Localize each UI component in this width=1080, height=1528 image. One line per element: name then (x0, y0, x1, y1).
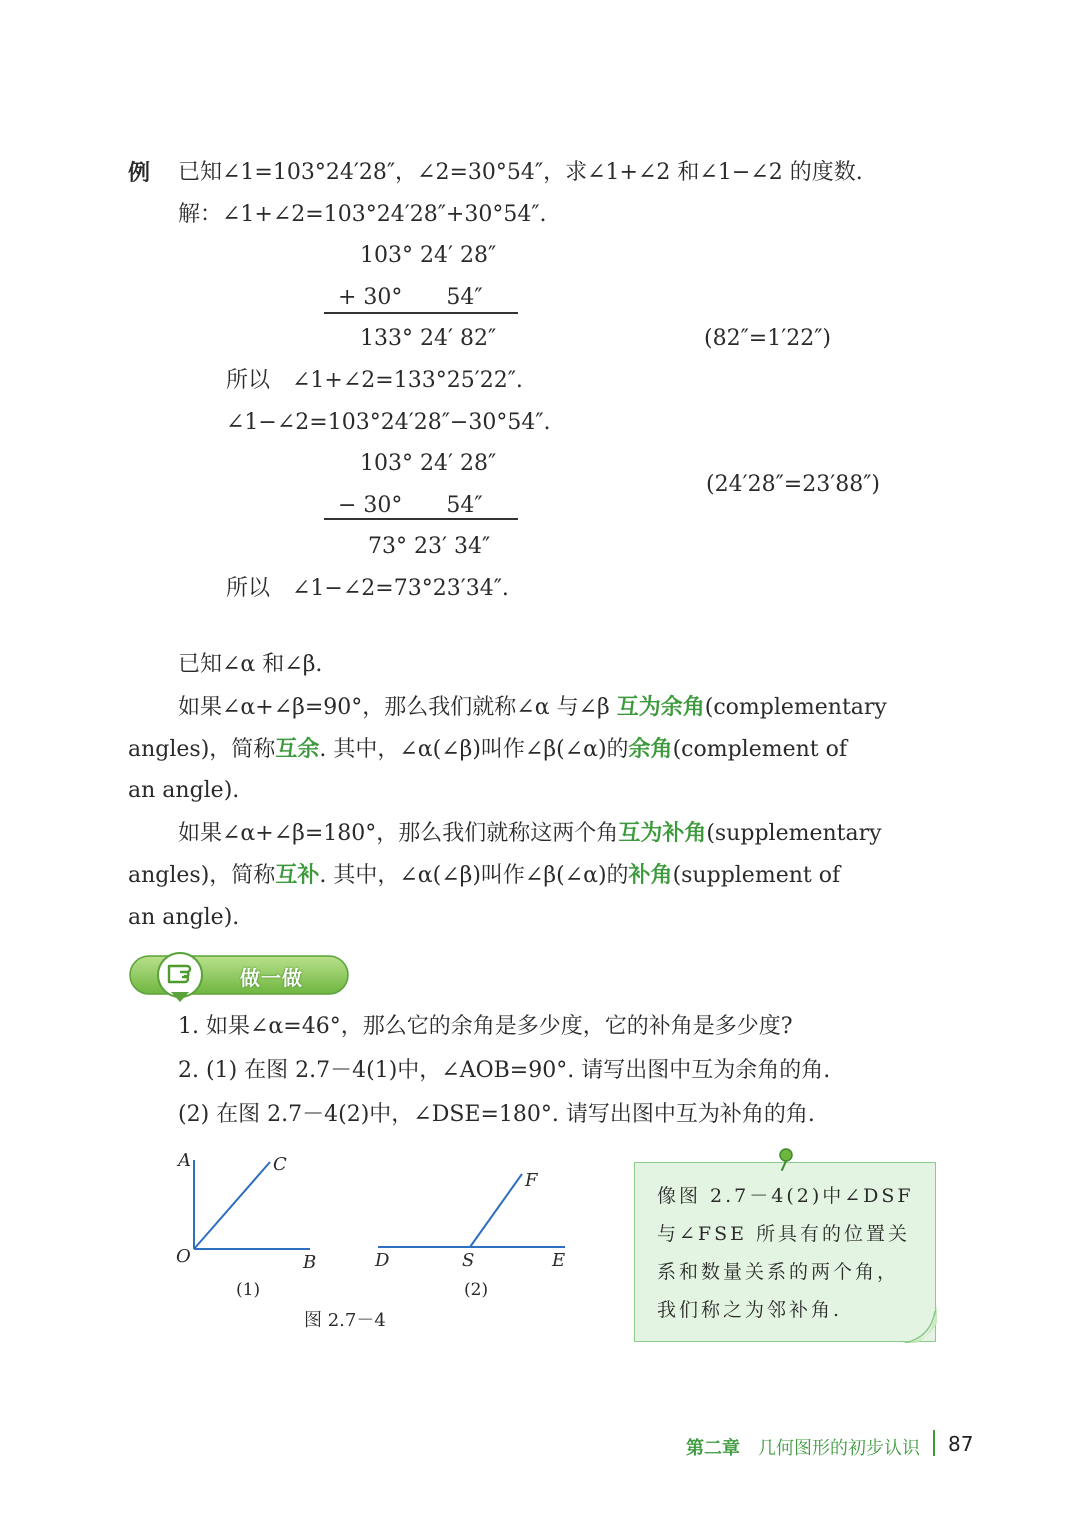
sub-figure-1-label: (1) (236, 1280, 261, 1300)
point-S: S (462, 1250, 475, 1271)
footer-title: 几何图形的初步认识 (758, 1438, 920, 1459)
sub-note: (24′28″=23′88″) (706, 472, 881, 497)
ray-OC (194, 1162, 270, 1249)
term-hu-bu: 互补 (275, 862, 320, 888)
sub-rule (324, 518, 518, 520)
activity-badge-shape (128, 952, 350, 1004)
supplement-line3: an angle). (128, 905, 240, 930)
page-number: 87 (948, 1432, 974, 1456)
complement-line3: an angle). (128, 778, 240, 803)
sub-row1: 103° 24′ 28″ (360, 451, 497, 476)
add-note: (82″=1′22″) (704, 326, 832, 351)
add-row2: + 30° 54″ (338, 285, 483, 310)
figure-caption: 图 2.7－4 (304, 1310, 386, 1330)
add-rule (324, 312, 518, 314)
page-curl-icon (897, 1303, 937, 1343)
example-label: 例 (128, 160, 151, 186)
activity-badge (128, 952, 350, 1000)
add-conclusion: 所以 ∠1+∠2=133°25′22″. (226, 368, 523, 393)
hand-icon (166, 960, 196, 988)
supplement-line1: 如果∠α+∠β=180°，那么我们就称这两个角互为补角(supplementary (178, 820, 882, 846)
point-D: D (375, 1250, 390, 1271)
point-E: E (552, 1250, 566, 1271)
sub-heading: ∠1−∠2=103°24′28″−30°54″. (226, 410, 551, 435)
add-row1: 103° 24′ 28″ (360, 243, 497, 268)
sub-row3: 73° 23′ 34″ (368, 534, 491, 559)
activity-badge-label: 做一做 (240, 966, 303, 990)
ray-SF (470, 1174, 522, 1247)
point-F: F (525, 1170, 538, 1191)
point-O: O (176, 1246, 191, 1267)
point-C: C (273, 1154, 287, 1175)
side-note (634, 1162, 936, 1342)
question-2-part1: 2. (1) 在图 2.7－4(1)中，∠AOB=90°. 请写出图中互为余角的角. (178, 1058, 831, 1083)
question-2-part2: (2) 在图 2.7－4(2)中，∠DSE=180°. 请写出图中互为补角的角. (178, 1102, 815, 1127)
add-row3: 133° 24′ 82″ (360, 326, 497, 351)
term-yu-jiao: 余角 (628, 736, 673, 762)
figure-2-7-4 (160, 1140, 600, 1330)
point-A: A (178, 1150, 191, 1171)
complement-line2: angles)，简称互余. 其中，∠α(∠β)叫作∠β(∠α)的余角(complement of (128, 736, 847, 762)
term-supplementary: 互为补角 (618, 820, 707, 846)
footer-chapter: 第二章 (686, 1438, 740, 1459)
question-1: 1. 如果∠α=46°，那么它的余角是多少度，它的补角是多少度? (178, 1014, 793, 1039)
supplement-line2: angles)，简称互补. 其中，∠α(∠β)叫作∠β(∠α)的补角(supplement of (128, 862, 841, 888)
footer-divider (933, 1430, 935, 1456)
example-problem: 已知∠1=103°24′28″，∠2=30°54″，求∠1+∠2 和∠1−∠2 的度数. (178, 160, 863, 185)
definition-intro: 已知∠α 和∠β. (178, 652, 323, 677)
term-bu-jiao: 补角 (628, 862, 673, 888)
sub-figure-2-label: (2) (464, 1280, 489, 1300)
sub-conclusion: 所以 ∠1−∠2=73°23′34″. (226, 576, 509, 601)
pushpin-icon (774, 1146, 798, 1172)
point-B: B (303, 1252, 317, 1273)
term-complementary: 互为余角 (616, 694, 705, 720)
solution-heading: 解：∠1+∠2=103°24′28″+30°54″. (178, 202, 547, 227)
term-hu-yu: 互余 (275, 736, 320, 762)
sub-row2: − 30° 54″ (338, 493, 483, 518)
side-note-text: 像图 2.7－4(2)中∠DSF 与∠FSE 所具有的位置关系和数量关系的两个角，我们称之为邻补角. (657, 1185, 914, 1321)
complement-line1: 如果∠α+∠β=90°，那么我们就称∠α 与∠β 互为余角(complementary (178, 694, 887, 720)
